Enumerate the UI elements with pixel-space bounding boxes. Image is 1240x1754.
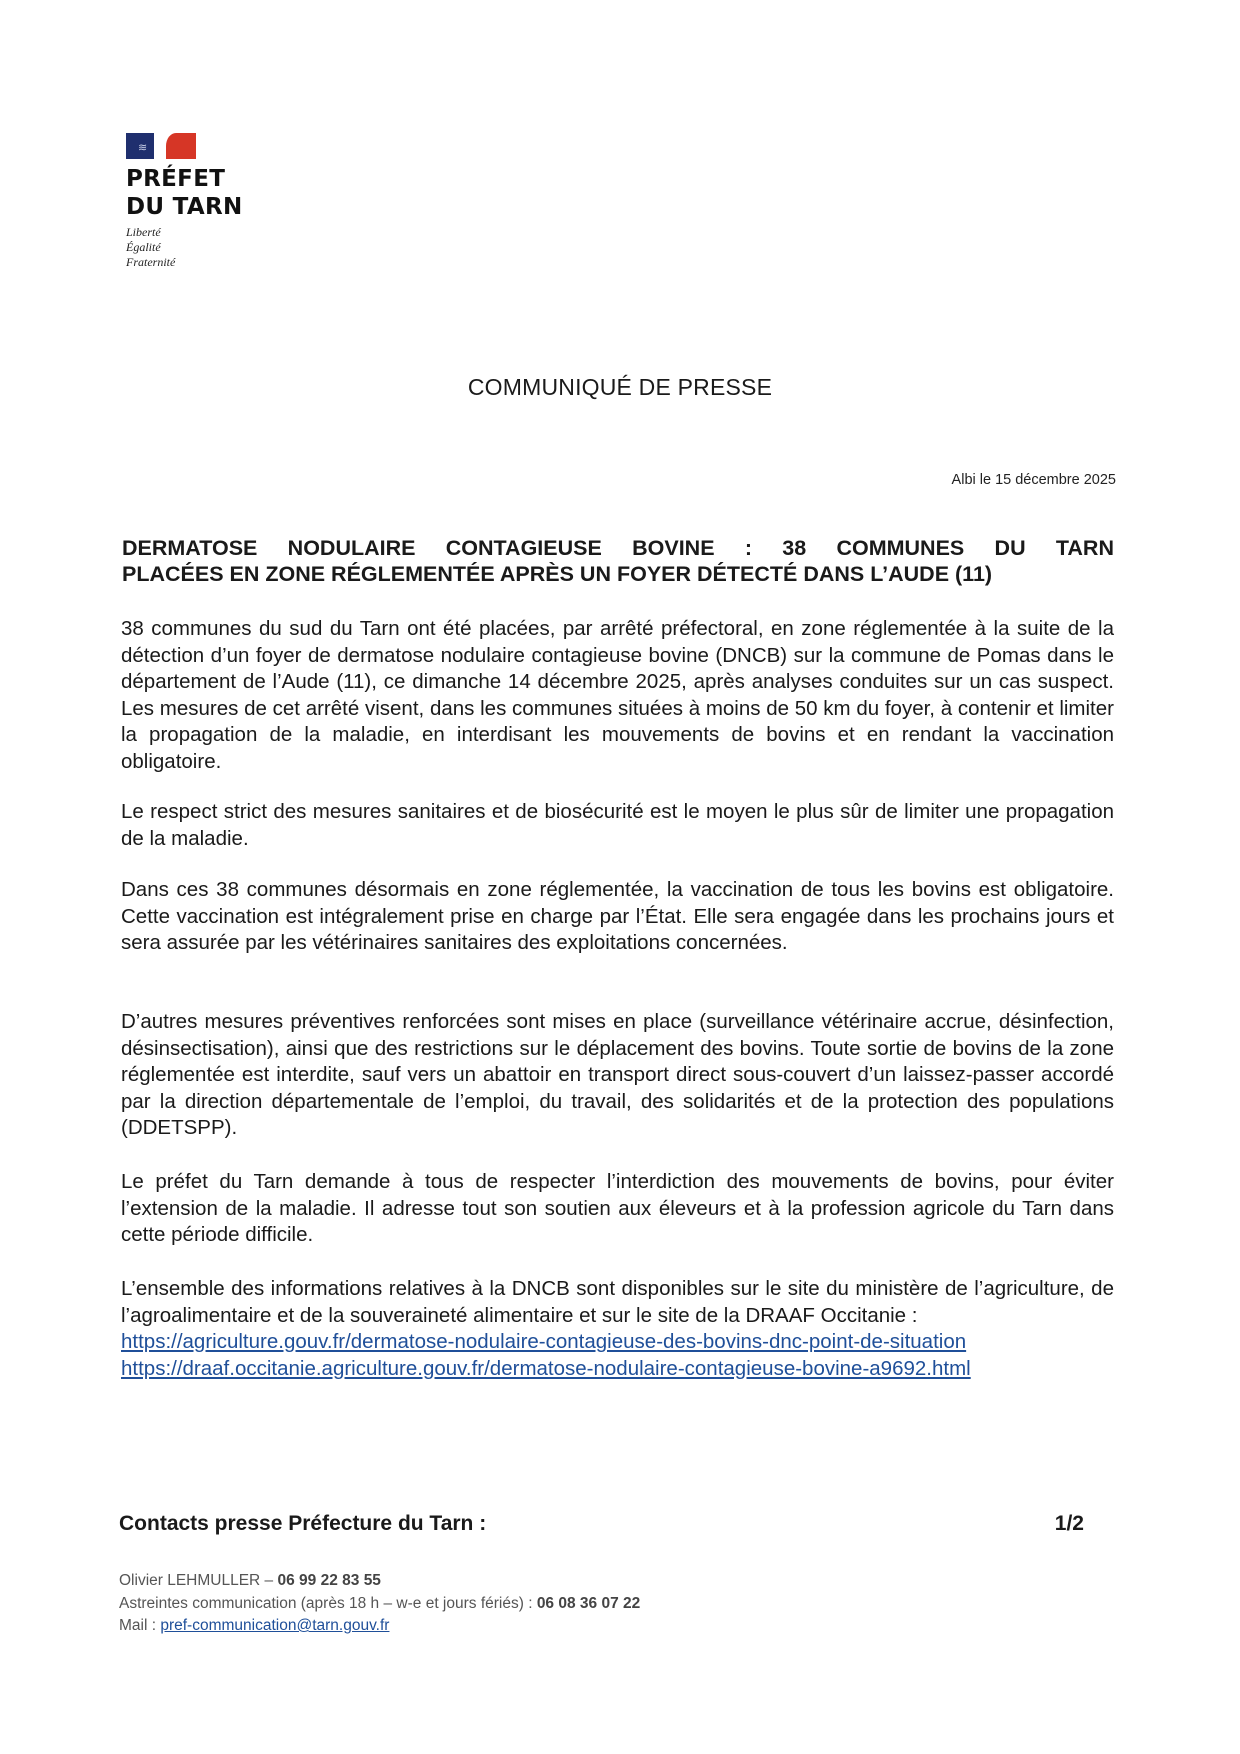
contact-details — [119, 1570, 640, 1638]
contacts-heading — [119, 1512, 1084, 1536]
headline — [122, 535, 1114, 587]
flag-red-block — [166, 133, 196, 159]
informations-text: L’ensemble des informations relatives à la DNCB sont disponibles sur le site du ministère de l’agriculture, de l’agroalimentaire et de la souveraineté alimentaire et sur le site de la DRAAF Occitanie : — [121, 1277, 1114, 1327]
paragraph-mesures-preventives: D’autres mesures préventives renforcées sont mises en place (surveillance vétérinaire accrue, désinfection, désinsectisation), ainsi que des restrictions sur le déplacement des bovins. Toute sortie de bovins de la zone réglementée est interdite, sauf vers un abattoir en transport direct sous-couvert d’un laissez-passer accordé par la direction départementale de l’emploi, du travail, des solidarités et de la protection des populations (DDETSPP). — [121, 1010, 1114, 1139]
marianne-profile-icon: ≋ — [138, 142, 148, 154]
republic-motto — [126, 225, 243, 270]
mail-label: Mail : — [119, 1617, 161, 1634]
oncall-phone: 06 08 36 07 22 — [536, 1594, 641, 1612]
document-type-title: COMMUNIQUÉ DE PRESSE — [467, 374, 773, 400]
oncall-contact — [119, 1593, 640, 1616]
page-number: 1/2 — [1054, 1512, 1084, 1535]
link-draaf-occitanie[interactable]: https://draaf.occitanie.agriculture.gouv.fr/dermatose-nodulaire-contagieuse-bovine-a9692.html — [121, 1356, 971, 1380]
document-date: Albi le 15 décembre 2025 — [951, 472, 1116, 488]
paragraph-prefet-demande: Le préfet du Tarn demande à tous de respecter l’interdiction des mouvements de bovins, pour éviter l’extension de la maladie. Il adresse tout son soutien aux éleveurs et à la profession agricole du Tarn dans cette période difficile. — [121, 1170, 1114, 1246]
contact-person — [119, 1570, 640, 1593]
authority-line-1: PRÉFET — [126, 166, 226, 192]
authority-line-2: DU TARN — [126, 194, 243, 220]
mail-contact — [119, 1615, 640, 1638]
paragraph-informations — [121, 1276, 1114, 1382]
contacts-title: Contacts presse Préfecture du Tarn : — [119, 1512, 487, 1535]
marianne-flag-logo-icon — [126, 133, 196, 159]
oncall-label: Astreintes communication (après 18 h – w-e et jours fériés) : — [119, 1594, 537, 1612]
mail-link[interactable]: pref-communication@tarn.gouv.fr — [160, 1617, 390, 1634]
authority-name — [126, 165, 243, 221]
link-agriculture-gouv[interactable]: https://agriculture.gouv.fr/dermatose-nodulaire-contagieuse-des-bovins-dnc-point-de-situation — [121, 1330, 967, 1353]
contact-name: Olivier LEHMULLER – — [119, 1572, 278, 1589]
contact-phone: 06 99 22 83 55 — [277, 1572, 381, 1589]
paragraph-biosecurite: Le respect strict des mesures sanitaires et de biosécurité est le moyen le plus sûr de limiter une propagation de la maladie. — [121, 800, 1114, 850]
headline-line-2: PLACÉES EN ZONE RÉGLEMENTÉE APRÈS UN FOYER DÉTECTÉ DANS L’AUDE (11) — [122, 562, 993, 586]
paragraph-vaccination: Dans ces 38 communes désormais en zone réglementée, la vaccination de tous les bovins est obligatoire. Cette vaccination est intégralement prise en charge par l’État. Elle sera engagée dans les prochains jours et sera assurée par les vétérinaires sanitaires des exploitations concernées. — [121, 878, 1114, 954]
motto-fraternite: Fraternité — [126, 255, 176, 269]
motto-egalite: Égalité — [126, 240, 161, 254]
motto-liberte: Liberté — [126, 225, 161, 239]
paragraph-zone-reglementee: 38 communes du sud du Tarn ont été placées, par arrêté préfectoral, en zone réglementée à la suite de la détection d’un foyer de dermatose nodulaire contagieuse bovine (DNCB) sur la commune de Pomas dans le département de l’Aude (11), ce dimanche 14 décembre 2025, après analyses conduites sur un cas suspect. Les mesures de cet arrêté visent, dans les communes situées à moins de 50 km du foyer, à contenir et limiter la propagation de la maladie, en interdisant les mouvements de bovins et en rendant la vaccination obligatoire. — [121, 617, 1114, 773]
prefecture-logo — [126, 133, 243, 270]
headline-line-1: DERMATOSE NODULAIRE CONTAGIEUSE BOVINE : 38 COMMUNES DU TARN — [122, 536, 1114, 560]
